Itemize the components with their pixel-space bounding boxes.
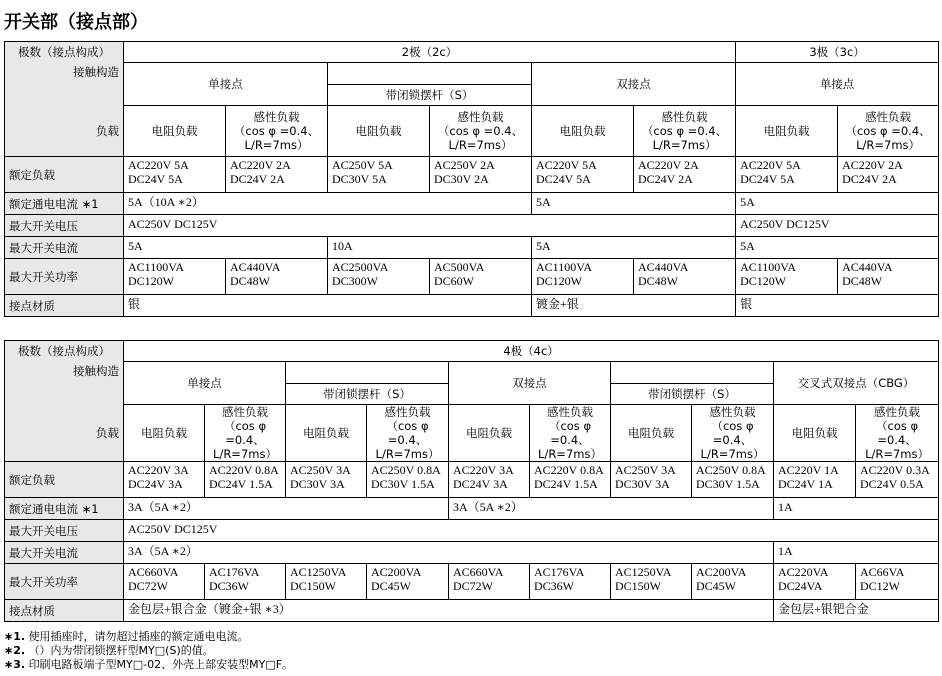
double-contact-header: 双接点: [532, 63, 736, 106]
rated-load-cell: AC220V 5A DC24V 5A: [124, 157, 226, 193]
resistive-load: 电阻负载: [611, 405, 692, 462]
resistive-load: 电阻负载: [532, 106, 634, 157]
rated-load-cell: AC220V 0.8A DC24V 1.5A: [205, 462, 286, 498]
max-power-cell: AC200VA DC45W: [367, 564, 449, 600]
structure-label: 接触构造: [5, 362, 124, 405]
max-power-label: 最大开关功率: [5, 564, 124, 600]
latch-header: 带闭锁摆杆（S）: [328, 85, 532, 106]
rated-load-label: 额定负载: [5, 462, 124, 498]
latch-spacer: [328, 63, 532, 85]
latch-spacer: [286, 362, 449, 384]
material-cell: 金包层+银钯合金: [774, 600, 939, 622]
max-power-cell: AC200VA DC45W: [692, 564, 774, 600]
max-voltage-label: 最大开关电压: [5, 215, 124, 237]
max-voltage-cell: AC250V DC125V: [124, 215, 736, 237]
rated-load-label: 额定负载: [5, 157, 124, 193]
footnote: ∗3. 印刷电路板端子型MY□-02、外壳上部安装型MY□F。: [4, 658, 294, 671]
single-contact-header: 单接点: [124, 362, 286, 405]
rated-current-cell: 5A（10A ∗2）: [124, 193, 532, 215]
max-voltage-label: 最大开关电压: [5, 520, 124, 542]
resistive-load: 电阻负载: [286, 405, 367, 462]
resistive-load: 电阻负载: [124, 106, 226, 157]
material-cell: 金包层+银合金（镀金+银 ∗3）: [124, 600, 774, 622]
rated-current-cell: 3A（5A ∗2）: [449, 498, 774, 520]
pole-2-header: 2极（2c）: [124, 42, 736, 63]
max-voltage-cell: AC250V DC125V: [736, 215, 939, 237]
material-cell: 银: [736, 295, 939, 317]
inductive-load: 感性负载 （cos φ =0.4、 L/R=7ms）: [838, 106, 939, 157]
resistive-load: 电阻负载: [736, 106, 838, 157]
load-label: 负载: [5, 106, 124, 157]
max-power-cell: AC1100VA DC120W: [736, 259, 838, 295]
rated-current-cell: 1A: [774, 498, 939, 520]
single-contact-header: 单接点: [124, 63, 328, 106]
inductive-load: 感性负载 （cos φ =0.4、 L/R=7ms）: [634, 106, 736, 157]
latch-spacer: [611, 362, 774, 384]
max-current-cell: 1A: [774, 542, 939, 564]
rated-current-cell: 5A: [532, 193, 736, 215]
inductive-load: 感性负载 （cos φ =0.4、 L/R=7ms）: [430, 106, 532, 157]
resistive-load: 电阻负载: [328, 106, 430, 157]
rated-load-cell: AC220V 3A DC24V 3A: [124, 462, 205, 498]
rated-load-cell: AC250V 3A DC30V 3A: [286, 462, 367, 498]
rated-current-label: 额定通电电流 ∗1: [5, 498, 124, 520]
rated-load-cell: AC250V 5A DC30V 5A: [328, 157, 430, 193]
resistive-load: 电阻负载: [124, 405, 205, 462]
resistive-load: 电阻负载: [774, 405, 856, 462]
footnotes: [4, 630, 293, 672]
rated-current-label: 额定通电电流 ∗1: [5, 193, 124, 215]
material-cell: 银: [124, 295, 532, 317]
rated-load-cell: AC250V 3A DC30V 3A: [611, 462, 692, 498]
double-contact-header: 双接点: [449, 362, 611, 405]
resistive-load: 电阻负载: [449, 405, 530, 462]
max-power-label: 最大开关功率: [5, 259, 124, 295]
cross-contact-header: 交叉式双接点（CBG）: [774, 362, 939, 405]
rated-load-cell: AC220V 0.3A DC24V 0.5A: [856, 462, 939, 498]
max-power-cell: AC1100VA DC120W: [124, 259, 226, 295]
max-power-cell: AC2500VA DC300W: [328, 259, 430, 295]
max-power-cell: AC440VA DC48W: [226, 259, 328, 295]
max-power-cell: AC500VA DC60W: [430, 259, 532, 295]
rated-load-cell: AC220V 5A DC24V 5A: [736, 157, 838, 193]
pole-3-header: 3极（3c）: [736, 42, 939, 63]
max-power-cell: AC176VA DC36W: [205, 564, 286, 600]
inductive-load: 感性负载 （cos φ =0.4、 L/R=7ms）: [856, 405, 939, 462]
footnote: ∗1. 使用插座时，请勿超过插座的额定通电电流。: [4, 630, 249, 643]
load-label: 负载: [5, 405, 124, 462]
max-power-cell: AC220VA DC24VA: [774, 564, 856, 600]
max-current-cell: 10A: [328, 237, 532, 259]
max-current-cell: 5A: [124, 237, 328, 259]
inductive-load: 感性负载 （cos φ =0.4、 L/R=7ms）: [530, 405, 611, 462]
max-voltage-cell: AC250V DC125V: [124, 520, 939, 542]
rated-load-cell: AC220V 2A DC24V 2A: [838, 157, 939, 193]
single-contact-header-3p: 单接点: [736, 63, 939, 106]
max-current-label: 最大开关电流: [5, 542, 124, 564]
footnote: ∗2. （）内为带闭锁摆杆型MY□(S)的值。: [4, 644, 214, 657]
inductive-load: 感性负载 （cos φ =0.4、 L/R=7ms）: [367, 405, 449, 462]
rated-current-cell: 3A（5A ∗2）: [124, 498, 449, 520]
pole-4-header: 4极（4c）: [124, 341, 939, 362]
max-power-cell: AC1100VA DC120W: [532, 259, 634, 295]
rated-load-cell: AC220V 2A DC24V 2A: [226, 157, 328, 193]
max-power-cell: AC176VA DC36W: [530, 564, 611, 600]
max-current-cell: 5A: [532, 237, 736, 259]
max-power-cell: AC1250VA DC150W: [611, 564, 692, 600]
max-current-label: 最大开关电流: [5, 237, 124, 259]
poles-label: 极数（接点构成）: [5, 341, 124, 362]
poles-label: 极数（接点构成）: [5, 42, 124, 63]
max-power-cell: AC440VA DC48W: [838, 259, 939, 295]
max-current-cell: 5A: [736, 237, 939, 259]
material-label: 接点材质: [5, 295, 124, 317]
latch-header: 带闭锁摆杆（S）: [611, 384, 774, 405]
spec-table-4-pole: [4, 340, 939, 622]
material-label: 接点材质: [5, 600, 124, 622]
rated-load-cell: AC250V 2A DC30V 2A: [430, 157, 532, 193]
latch-header: 带闭锁摆杆（S）: [286, 384, 449, 405]
rated-current-cell: 5A: [736, 193, 939, 215]
rated-load-cell: AC250V 0.8A DC30V 1.5A: [367, 462, 449, 498]
max-current-cell: 3A（5A ∗2）: [124, 542, 774, 564]
spec-table-2-3-pole: [4, 41, 939, 317]
material-cell: 镀金+银: [532, 295, 736, 317]
max-power-cell: AC440VA DC48W: [634, 259, 736, 295]
rated-load-cell: AC220V 2A DC24V 2A: [634, 157, 736, 193]
inductive-load: 感性负载 （cos φ =0.4、 L/R=7ms）: [205, 405, 286, 462]
max-power-cell: AC66VA DC12W: [856, 564, 939, 600]
rated-load-cell: AC220V 5A DC24V 5A: [532, 157, 634, 193]
max-power-cell: AC1250VA DC150W: [286, 564, 367, 600]
rated-load-cell: AC220V 0.8A DC24V 1.5A: [530, 462, 611, 498]
inductive-load: 感性负载 （cos φ =0.4、 L/R=7ms）: [226, 106, 328, 157]
max-power-cell: AC660VA DC72W: [124, 564, 205, 600]
inductive-load: 感性负载 （cos φ =0.4、 L/R=7ms）: [692, 405, 774, 462]
rated-load-cell: AC220V 3A DC24V 3A: [449, 462, 530, 498]
rated-load-cell: AC220V 1A DC24V 1A: [774, 462, 856, 498]
structure-label: 接触构造: [5, 63, 124, 106]
max-power-cell: AC660VA DC72W: [449, 564, 530, 600]
rated-load-cell: AC250V 0.8A DC30V 1.5A: [692, 462, 774, 498]
page-title: 开关部（接点部）: [4, 12, 148, 33]
